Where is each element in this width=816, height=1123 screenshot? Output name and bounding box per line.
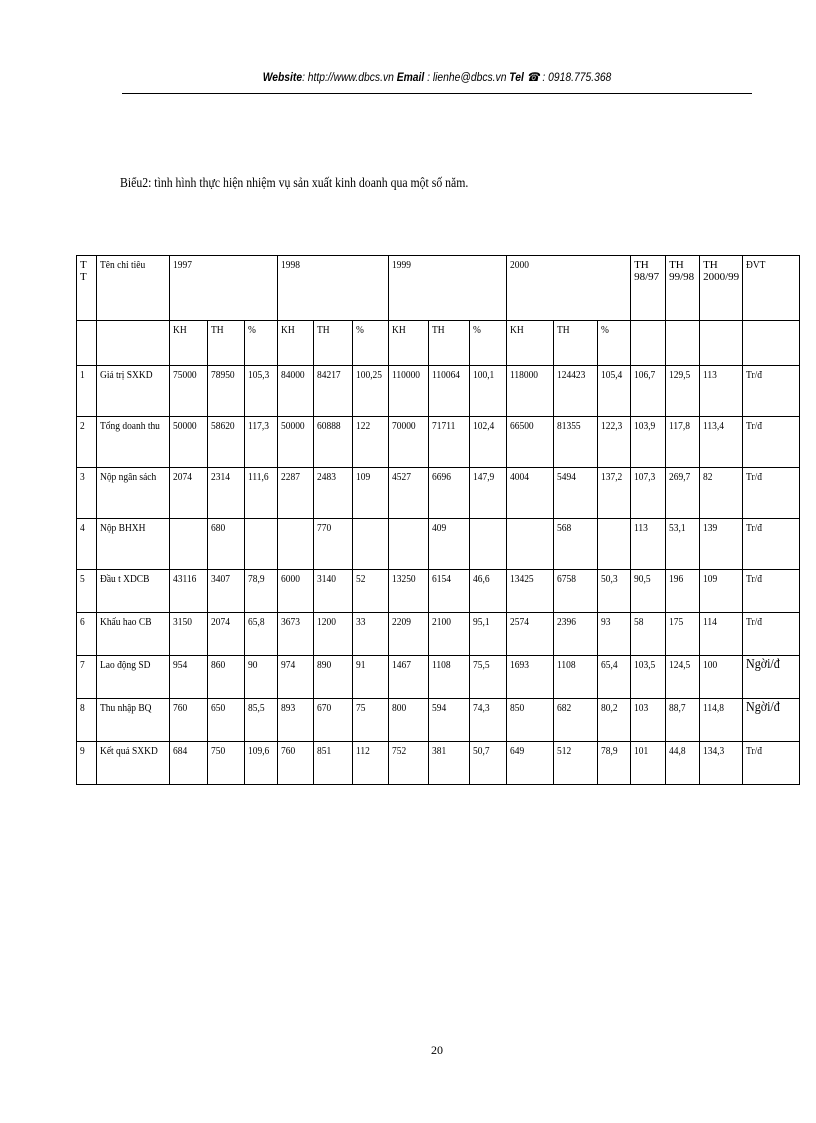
row-value-cell bbox=[389, 519, 429, 570]
row-value-cell: 105,3 bbox=[245, 366, 278, 417]
col-head-name: Tên chỉ tiêu bbox=[97, 256, 170, 321]
row-value-cell: 58 bbox=[631, 613, 666, 656]
row-value-cell: 684 bbox=[170, 742, 208, 785]
col-head-th-2000-99: TH 2000/99 bbox=[700, 256, 743, 321]
row-unit: Tr/đ bbox=[743, 570, 800, 613]
row-value-cell: 2483 bbox=[314, 468, 353, 519]
row-value-cell: 890 bbox=[314, 656, 353, 699]
row-value-cell: 2074 bbox=[208, 613, 245, 656]
row-value-cell: 100 bbox=[700, 656, 743, 699]
row-value-cell: 46,6 bbox=[470, 570, 507, 613]
sub-empty bbox=[666, 321, 700, 366]
row-number: 1 bbox=[77, 366, 97, 417]
row-value-cell bbox=[170, 519, 208, 570]
row-value-cell: 770 bbox=[314, 519, 353, 570]
row-value-cell: 88,7 bbox=[666, 699, 700, 742]
row-value-cell: 70000 bbox=[389, 417, 429, 468]
row-indicator-name: Thu nhập BQ bbox=[97, 699, 170, 742]
table-row bbox=[77, 699, 800, 742]
row-value-cell: 95,1 bbox=[470, 613, 507, 656]
col-head-dvt: ĐVT bbox=[743, 256, 800, 321]
row-value-cell: 2287 bbox=[278, 468, 314, 519]
header-divider bbox=[122, 93, 752, 94]
row-value-cell: 13425 bbox=[507, 570, 554, 613]
row-value-cell: 1693 bbox=[507, 656, 554, 699]
sub-th-1999: TH bbox=[429, 321, 470, 366]
row-value-cell: 800 bbox=[389, 699, 429, 742]
row-value-cell: 147,9 bbox=[470, 468, 507, 519]
row-value-cell: 139 bbox=[700, 519, 743, 570]
row-value-cell: 114,8 bbox=[700, 699, 743, 742]
page-header bbox=[166, 70, 708, 84]
row-value-cell bbox=[507, 519, 554, 570]
row-value-cell: 44,8 bbox=[666, 742, 700, 785]
row-value-cell: 50,3 bbox=[598, 570, 631, 613]
row-value-cell bbox=[598, 519, 631, 570]
row-value-cell: 75 bbox=[353, 699, 389, 742]
row-value-cell: 113 bbox=[631, 519, 666, 570]
sub-empty bbox=[743, 321, 800, 366]
row-value-cell: 974 bbox=[278, 656, 314, 699]
row-value-cell: 760 bbox=[170, 699, 208, 742]
row-value-cell: 78950 bbox=[208, 366, 245, 417]
row-value-cell: 6696 bbox=[429, 468, 470, 519]
col-head-1997: 1997 bbox=[170, 256, 278, 321]
row-value-cell: 129,5 bbox=[666, 366, 700, 417]
sub-th-1997: TH bbox=[208, 321, 245, 366]
row-value-cell: 4004 bbox=[507, 468, 554, 519]
table-row bbox=[77, 570, 800, 613]
sub-empty bbox=[631, 321, 666, 366]
row-number: 4 bbox=[77, 519, 97, 570]
row-unit: Tr/đ bbox=[743, 613, 800, 656]
website-label: Website bbox=[262, 70, 303, 84]
row-value-cell: 100,25 bbox=[353, 366, 389, 417]
sub-empty bbox=[97, 321, 170, 366]
row-value-cell: 84000 bbox=[278, 366, 314, 417]
row-value-cell: 109,6 bbox=[245, 742, 278, 785]
sub-pct-1997: % bbox=[245, 321, 278, 366]
row-value-cell: 850 bbox=[507, 699, 554, 742]
row-value-cell: 93 bbox=[598, 613, 631, 656]
row-value-cell: 752 bbox=[389, 742, 429, 785]
row-value-cell: 4527 bbox=[389, 468, 429, 519]
row-unit: Tr/đ bbox=[743, 742, 800, 785]
row-value-cell: 90,5 bbox=[631, 570, 666, 613]
row-value-cell: 113,4 bbox=[700, 417, 743, 468]
row-value-cell: 3150 bbox=[170, 613, 208, 656]
row-value-cell: 137,2 bbox=[598, 468, 631, 519]
sub-empty bbox=[700, 321, 743, 366]
row-value-cell: 3673 bbox=[278, 613, 314, 656]
sub-th-1998: TH bbox=[314, 321, 353, 366]
row-value-cell: 110064 bbox=[429, 366, 470, 417]
tel-label: Tel bbox=[509, 70, 524, 84]
sub-pct-1998: % bbox=[353, 321, 389, 366]
row-value-cell: 103,9 bbox=[631, 417, 666, 468]
header-row-years bbox=[77, 256, 800, 321]
row-value-cell: 82 bbox=[700, 468, 743, 519]
row-value-cell: 124,5 bbox=[666, 656, 700, 699]
row-value-cell: 650 bbox=[208, 699, 245, 742]
row-value-cell: 269,7 bbox=[666, 468, 700, 519]
row-value-cell: 65,4 bbox=[598, 656, 631, 699]
row-value-cell: 6758 bbox=[554, 570, 598, 613]
row-value-cell: 109 bbox=[353, 468, 389, 519]
row-value-cell: 175 bbox=[666, 613, 700, 656]
sub-pct-2000: % bbox=[598, 321, 631, 366]
row-value-cell: 105,4 bbox=[598, 366, 631, 417]
sub-kh-1999: KH bbox=[389, 321, 429, 366]
email-value: : lienhe@dbcs.vn bbox=[424, 70, 510, 84]
row-value-cell: 117,3 bbox=[245, 417, 278, 468]
row-value-cell: 53,1 bbox=[666, 519, 700, 570]
row-value-cell: 409 bbox=[429, 519, 470, 570]
row-number: 6 bbox=[77, 613, 97, 656]
table-row bbox=[77, 417, 800, 468]
row-value-cell: 80,2 bbox=[598, 699, 631, 742]
row-value-cell: 13250 bbox=[389, 570, 429, 613]
row-value-cell: 6154 bbox=[429, 570, 470, 613]
row-value-cell: 568 bbox=[554, 519, 598, 570]
table-caption: Biểu2: tình hình thực hiện nhiệm vụ sản xuất kinh doanh qua một số năm. bbox=[120, 176, 469, 191]
header-row-sub bbox=[77, 321, 800, 366]
row-value-cell: 85,5 bbox=[245, 699, 278, 742]
row-value-cell: 594 bbox=[429, 699, 470, 742]
table-row bbox=[77, 366, 800, 417]
row-value-cell: 81355 bbox=[554, 417, 598, 468]
sub-kh-1998: KH bbox=[278, 321, 314, 366]
row-value-cell bbox=[353, 519, 389, 570]
row-value-cell: 106,7 bbox=[631, 366, 666, 417]
row-value-cell: 84217 bbox=[314, 366, 353, 417]
row-indicator-name: Lao động SD bbox=[97, 656, 170, 699]
table-row bbox=[77, 519, 800, 570]
page-number: 20 bbox=[431, 1043, 443, 1057]
row-value-cell: 851 bbox=[314, 742, 353, 785]
sub-pct-1999: % bbox=[470, 321, 507, 366]
row-value-cell: 50,7 bbox=[470, 742, 507, 785]
row-indicator-name: Nộp ngân sách bbox=[97, 468, 170, 519]
row-value-cell bbox=[470, 519, 507, 570]
row-indicator-name: Đầu t XDCB bbox=[97, 570, 170, 613]
col-head-th-99-98: TH 99/98 bbox=[666, 256, 700, 321]
col-head-1999: 1999 bbox=[389, 256, 507, 321]
col-head-1998: 1998 bbox=[278, 256, 389, 321]
row-value-cell: 75000 bbox=[170, 366, 208, 417]
website-value: : http://www.dbcs.vn bbox=[302, 70, 397, 84]
row-value-cell: 91 bbox=[353, 656, 389, 699]
row-value-cell: 3407 bbox=[208, 570, 245, 613]
table-row bbox=[77, 742, 800, 785]
row-value-cell: 2396 bbox=[554, 613, 598, 656]
row-value-cell: 58620 bbox=[208, 417, 245, 468]
row-value-cell: 74,3 bbox=[470, 699, 507, 742]
table-row bbox=[77, 613, 800, 656]
row-indicator-name: Khấu hao CB bbox=[97, 613, 170, 656]
row-value-cell: 60888 bbox=[314, 417, 353, 468]
row-value-cell: 122,3 bbox=[598, 417, 631, 468]
row-value-cell: 52 bbox=[353, 570, 389, 613]
row-value-cell: 107,3 bbox=[631, 468, 666, 519]
table-row bbox=[77, 468, 800, 519]
row-value-cell: 2574 bbox=[507, 613, 554, 656]
row-value-cell: 1200 bbox=[314, 613, 353, 656]
row-indicator-name: Kết quả SXKD bbox=[97, 742, 170, 785]
row-value-cell: 3140 bbox=[314, 570, 353, 613]
row-value-cell: 134,3 bbox=[700, 742, 743, 785]
row-value-cell: 196 bbox=[666, 570, 700, 613]
row-value-cell: 78,9 bbox=[598, 742, 631, 785]
row-value-cell: 954 bbox=[170, 656, 208, 699]
row-number: 7 bbox=[77, 656, 97, 699]
row-value-cell: 109 bbox=[700, 570, 743, 613]
row-value-cell: 50000 bbox=[278, 417, 314, 468]
row-unit: Tr/đ bbox=[743, 468, 800, 519]
col-head-tt: T T bbox=[77, 256, 97, 321]
row-unit: Tr/đ bbox=[743, 366, 800, 417]
tel-value: ☎ : 0918.775.368 bbox=[523, 70, 612, 84]
row-value-cell: 1108 bbox=[554, 656, 598, 699]
row-value-cell: 670 bbox=[314, 699, 353, 742]
row-value-cell: 102,4 bbox=[470, 417, 507, 468]
col-head-2000: 2000 bbox=[507, 256, 631, 321]
row-value-cell: 680 bbox=[208, 519, 245, 570]
row-value-cell: 33 bbox=[353, 613, 389, 656]
row-value-cell: 381 bbox=[429, 742, 470, 785]
row-value-cell: 2074 bbox=[170, 468, 208, 519]
email-label: Email bbox=[396, 70, 425, 84]
row-number: 9 bbox=[77, 742, 97, 785]
row-value-cell: 110000 bbox=[389, 366, 429, 417]
row-value-cell: 65,8 bbox=[245, 613, 278, 656]
row-value-cell: 90 bbox=[245, 656, 278, 699]
row-value-cell: 860 bbox=[208, 656, 245, 699]
sub-kh-1997: KH bbox=[170, 321, 208, 366]
row-unit: Ngời/đ bbox=[743, 656, 800, 699]
row-value-cell: 512 bbox=[554, 742, 598, 785]
row-value-cell: 78,9 bbox=[245, 570, 278, 613]
row-indicator-name: Giá trị SXKD bbox=[97, 366, 170, 417]
row-value-cell: 112 bbox=[353, 742, 389, 785]
row-value-cell: 122 bbox=[353, 417, 389, 468]
row-indicator-name: Nộp BHXH bbox=[97, 519, 170, 570]
row-value-cell: 66500 bbox=[507, 417, 554, 468]
row-unit: Tr/đ bbox=[743, 417, 800, 468]
row-unit: Ngời/đ bbox=[743, 699, 800, 742]
row-value-cell: 113 bbox=[700, 366, 743, 417]
sub-empty bbox=[77, 321, 97, 366]
row-number: 2 bbox=[77, 417, 97, 468]
row-value-cell: 2209 bbox=[389, 613, 429, 656]
row-value-cell: 750 bbox=[208, 742, 245, 785]
production-table bbox=[76, 255, 800, 785]
row-value-cell: 760 bbox=[278, 742, 314, 785]
row-value-cell: 50000 bbox=[170, 417, 208, 468]
row-value-cell: 71711 bbox=[429, 417, 470, 468]
row-value-cell: 2100 bbox=[429, 613, 470, 656]
row-value-cell: 114 bbox=[700, 613, 743, 656]
row-value-cell: 100,1 bbox=[470, 366, 507, 417]
row-number: 3 bbox=[77, 468, 97, 519]
row-value-cell: 118000 bbox=[507, 366, 554, 417]
row-value-cell: 101 bbox=[631, 742, 666, 785]
row-indicator-name: Tổng doanh thu bbox=[97, 417, 170, 468]
row-value-cell: 117,8 bbox=[666, 417, 700, 468]
row-value-cell: 893 bbox=[278, 699, 314, 742]
row-value-cell: 43116 bbox=[170, 570, 208, 613]
sub-th-2000: TH bbox=[554, 321, 598, 366]
row-value-cell bbox=[278, 519, 314, 570]
row-value-cell: 649 bbox=[507, 742, 554, 785]
row-value-cell: 2314 bbox=[208, 468, 245, 519]
row-value-cell: 75,5 bbox=[470, 656, 507, 699]
row-value-cell bbox=[245, 519, 278, 570]
row-number: 8 bbox=[77, 699, 97, 742]
row-value-cell: 103,5 bbox=[631, 656, 666, 699]
row-value-cell: 5494 bbox=[554, 468, 598, 519]
row-number: 5 bbox=[77, 570, 97, 613]
row-value-cell: 6000 bbox=[278, 570, 314, 613]
row-value-cell: 1108 bbox=[429, 656, 470, 699]
row-unit: Tr/đ bbox=[743, 519, 800, 570]
row-value-cell: 111,6 bbox=[245, 468, 278, 519]
table-row bbox=[77, 656, 800, 699]
sub-kh-2000: KH bbox=[507, 321, 554, 366]
row-value-cell: 124423 bbox=[554, 366, 598, 417]
row-value-cell: 682 bbox=[554, 699, 598, 742]
col-head-th-98-97: TH 98/97 bbox=[631, 256, 666, 321]
row-value-cell: 103 bbox=[631, 699, 666, 742]
row-value-cell: 1467 bbox=[389, 656, 429, 699]
